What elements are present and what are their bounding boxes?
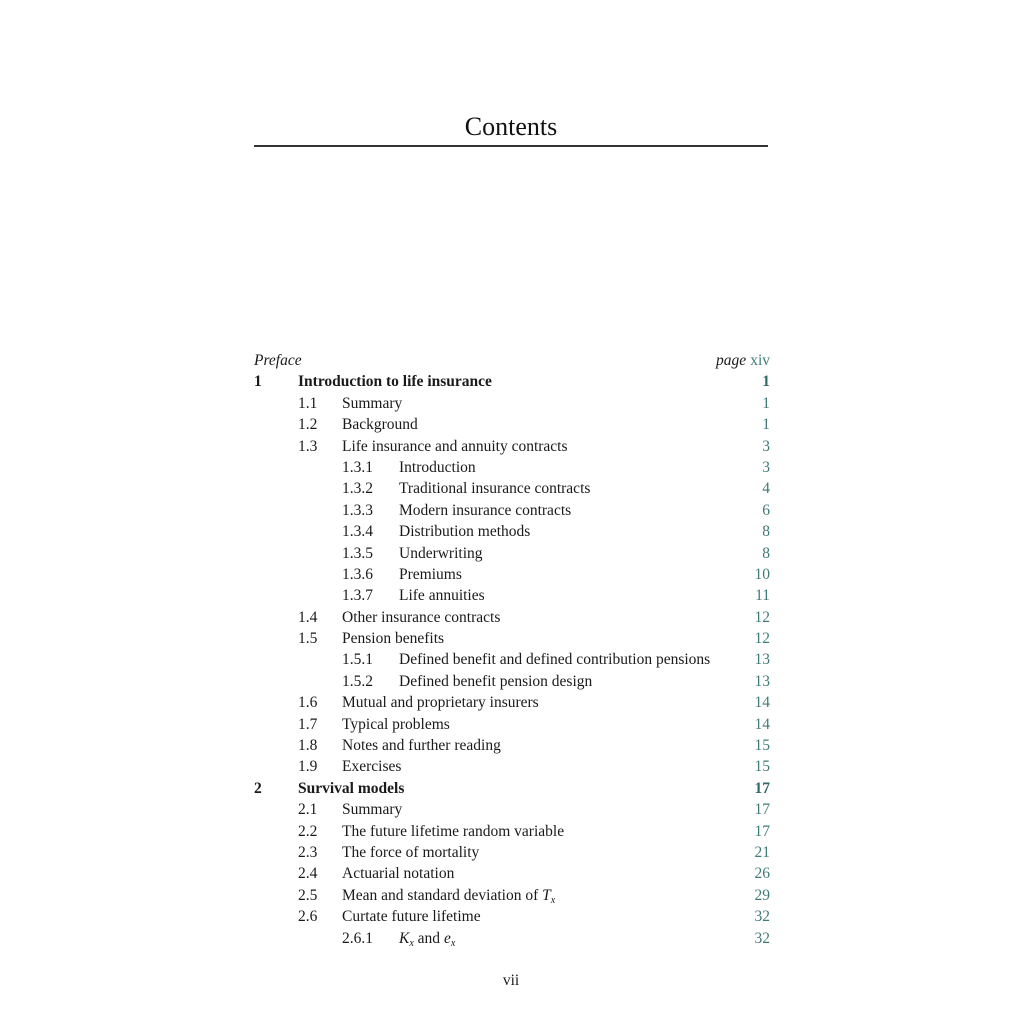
- toc-subsection[interactable]: [254, 457, 770, 478]
- toc-subsection[interactable]: [254, 671, 770, 692]
- entry-number: 1.3: [298, 437, 318, 455]
- entry-number: 2.6: [298, 908, 318, 926]
- entry-number: 1.9: [298, 758, 318, 776]
- entry-page-number: 17: [754, 822, 770, 840]
- entry-number: 1.5: [298, 630, 318, 648]
- entry-page-number: 15: [754, 758, 770, 776]
- entry-title: Summary: [342, 394, 403, 412]
- entry-title: Life insurance and annuity contracts: [342, 437, 568, 455]
- entry-page-number: 17: [754, 779, 770, 797]
- entry-title: Introduction to life insurance: [298, 373, 492, 391]
- entry-title: Background: [342, 416, 418, 434]
- entry-number: 2.2: [298, 822, 318, 840]
- entry-title: Introduction: [399, 458, 476, 476]
- toc-subsection[interactable]: [254, 478, 770, 499]
- toc-section[interactable]: [254, 628, 770, 649]
- table-of-contents: [254, 350, 770, 949]
- page-folio: vii: [502, 972, 520, 989]
- entry-page-number: 14: [754, 715, 770, 733]
- entry-page-number: 21: [754, 843, 770, 861]
- entry-title: Premiums: [399, 565, 462, 583]
- entry-title: Underwriting: [399, 544, 483, 562]
- toc-subsection[interactable]: [254, 543, 770, 564]
- entry-page-number: 29: [754, 886, 770, 904]
- entry-number: 1: [254, 373, 262, 391]
- entry-number: 1.3.4: [342, 523, 373, 541]
- entry-page-number: 8: [762, 544, 770, 562]
- entry-page-number: 13: [754, 651, 770, 669]
- toc-section[interactable]: [254, 885, 770, 906]
- entry-number: 1.6: [298, 694, 318, 712]
- entry-title: Summary: [342, 801, 403, 819]
- toc-section[interactable]: [254, 414, 770, 435]
- toc-chapter[interactable]: [254, 371, 770, 392]
- entry-number: 1.3.6: [342, 565, 373, 583]
- entry-page-number: 10: [754, 565, 770, 583]
- entry-number: 1.3.1: [342, 458, 373, 476]
- toc-section[interactable]: [254, 607, 770, 628]
- entry-title: Other insurance contracts: [342, 608, 501, 626]
- toc-section[interactable]: [254, 821, 770, 842]
- entry-page-number: 12: [754, 630, 770, 648]
- toc-subsection[interactable]: [254, 564, 770, 585]
- entry-number: 1.4: [298, 608, 318, 626]
- entry-number: 1.7: [298, 715, 318, 733]
- entry-page-number: 32: [754, 908, 770, 926]
- entry-number: 1.3.3: [342, 501, 373, 519]
- toc-section[interactable]: [254, 842, 770, 863]
- entry-title: Actuarial notation: [342, 865, 455, 883]
- entry-title: $K_x$ and $e_x$: [399, 929, 456, 949]
- toc-section[interactable]: [254, 393, 770, 414]
- entry-title: Pension benefits: [342, 630, 445, 648]
- entry-title: Exercises: [342, 758, 402, 776]
- toc-subsection[interactable]: [254, 500, 770, 521]
- entry-number: 1.5.1: [342, 651, 373, 669]
- entry-number: 1.3.7: [342, 587, 373, 605]
- entry-page-number: 15: [754, 737, 770, 755]
- entry-title: Defined benefit and defined contribution pensions: [399, 651, 711, 669]
- entry-title: Distribution methods: [399, 523, 531, 541]
- entry-number: 2.1: [298, 801, 318, 819]
- entry-page-number: 1: [762, 373, 770, 391]
- preface-label: Preface: [254, 352, 302, 369]
- toc-subsection[interactable]: [254, 649, 770, 670]
- entry-number: 2.6.1: [342, 929, 373, 947]
- toc-subsection[interactable]: [254, 928, 770, 949]
- entry-title: Defined benefit pension design: [399, 672, 593, 690]
- page-title: Contents: [464, 112, 558, 141]
- entry-number: 1.3.2: [342, 480, 373, 498]
- entry-page-number: 32: [754, 929, 770, 947]
- toc-section[interactable]: [254, 799, 770, 820]
- toc-chapter[interactable]: [254, 778, 770, 799]
- entry-page-number: 3: [762, 458, 770, 476]
- toc-entry-preface[interactable]: [254, 350, 770, 371]
- entry-page-number: 1: [762, 416, 770, 434]
- entry-title: Mutual and proprietary insurers: [342, 694, 539, 712]
- toc-section[interactable]: [254, 863, 770, 884]
- entry-page-number: 14: [754, 694, 770, 712]
- entry-page-number: 4: [762, 480, 770, 498]
- toc-section[interactable]: [254, 692, 770, 713]
- entry-number: 1.3.5: [342, 544, 373, 562]
- entry-number: 1.1: [298, 394, 318, 412]
- entry-title: Traditional insurance contracts: [399, 480, 591, 498]
- toc-section[interactable]: [254, 714, 770, 735]
- entry-page-number: 17: [754, 801, 770, 819]
- entry-page-number: 12: [754, 608, 770, 626]
- entry-title: Survival models: [298, 779, 405, 797]
- entry-number: 1.2: [298, 416, 318, 434]
- toc-section[interactable]: [254, 436, 770, 457]
- toc-subsection[interactable]: [254, 521, 770, 542]
- entry-number: 2: [254, 779, 262, 797]
- entry-number: 2.4: [298, 865, 318, 883]
- entry-title: Life annuities: [399, 587, 485, 605]
- toc-section[interactable]: [254, 735, 770, 756]
- entry-page-number: 13: [754, 672, 770, 690]
- entry-title: The future lifetime random variable: [342, 822, 565, 840]
- title-rule: [254, 145, 768, 147]
- entry-title: Notes and further reading: [342, 737, 501, 755]
- toc-section[interactable]: [254, 906, 770, 927]
- toc-section[interactable]: [254, 756, 770, 777]
- entry-title: Modern insurance contracts: [399, 501, 572, 519]
- entry-page-number: 1: [762, 394, 770, 412]
- entry-number: 2.5: [298, 886, 318, 904]
- entry-title: Curtate future lifetime: [342, 908, 481, 926]
- entry-page-number: 11: [755, 587, 770, 605]
- entry-number: 2.3: [298, 843, 318, 861]
- entry-page-number: 26: [754, 865, 770, 883]
- entry-page-number: 8: [762, 523, 770, 541]
- page-prefix: page: [716, 352, 747, 369]
- toc-subsection[interactable]: [254, 585, 770, 606]
- entry-title: Typical problems: [342, 715, 450, 733]
- entry-title: The force of mortality: [342, 843, 480, 861]
- preface-page-number: xiv: [750, 352, 770, 369]
- entry-number: 1.8: [298, 737, 318, 755]
- entry-title: Mean and standard deviation of $T_x$: [342, 886, 556, 906]
- preface-page: [716, 350, 770, 371]
- entry-number: 1.5.2: [342, 672, 373, 690]
- entry-page-number: 6: [762, 501, 770, 519]
- entry-page-number: 3: [762, 437, 770, 455]
